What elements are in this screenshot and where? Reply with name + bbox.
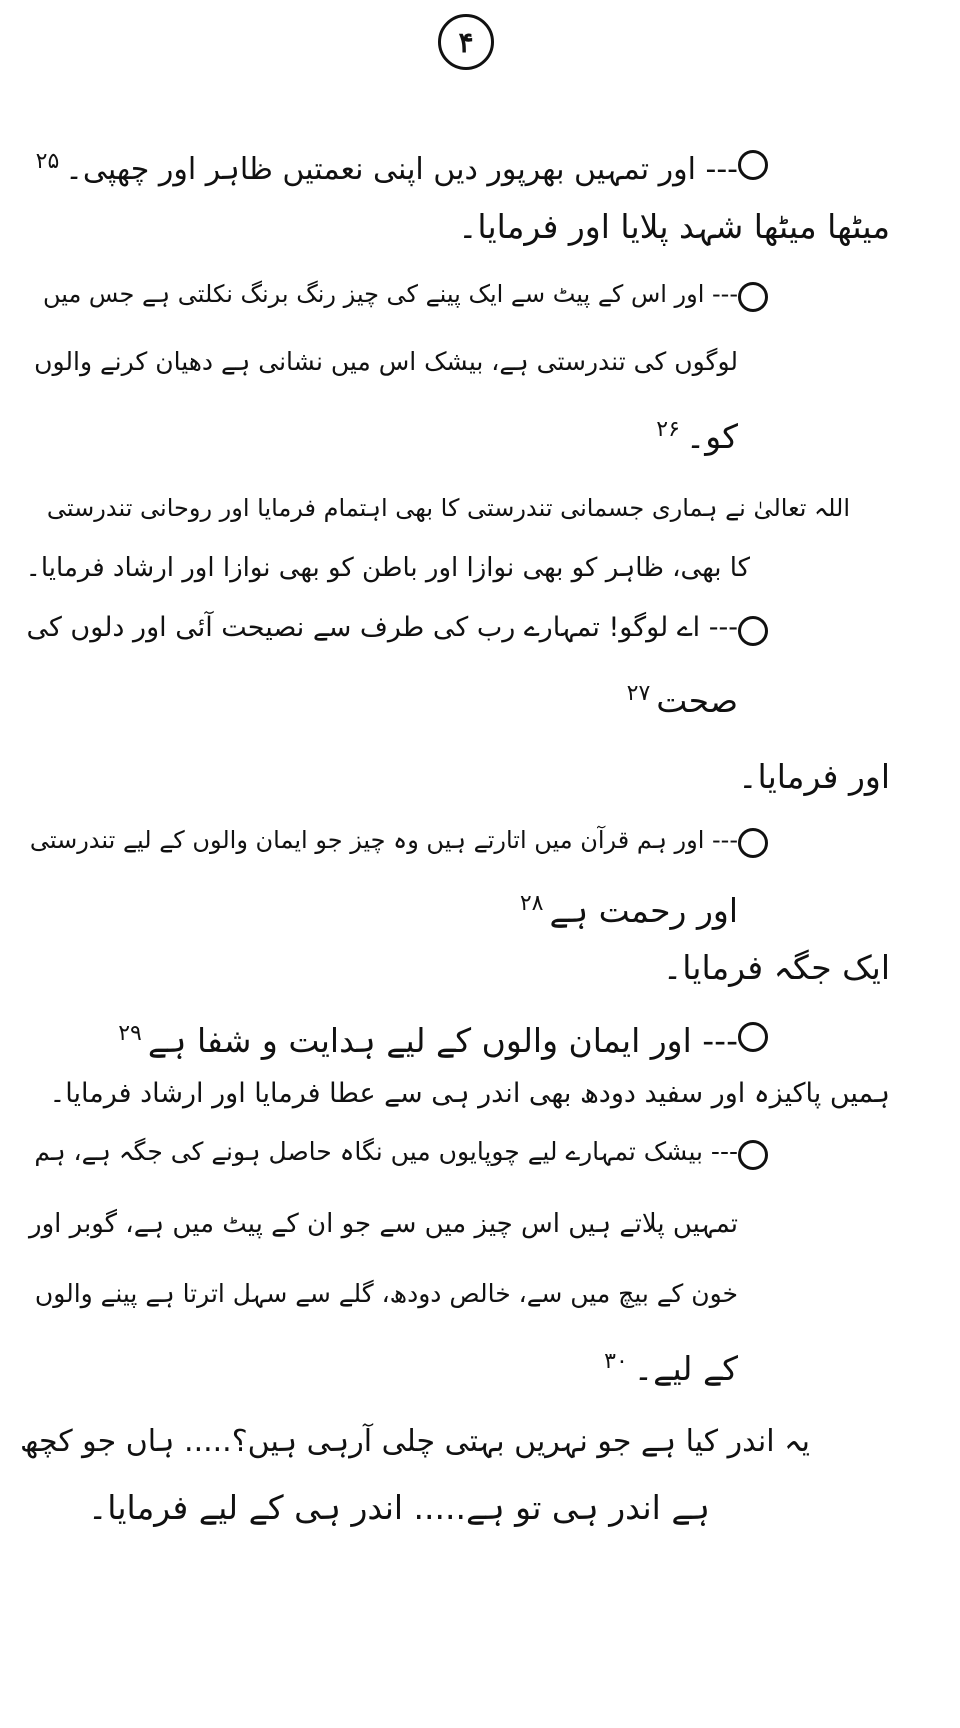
bullet-circle: [738, 1140, 768, 1170]
line-text: تمہیں پلاتے ہیں اس چیز میں سے جو ان کے پیٹ میں ہے، گوبر اور: [29, 1209, 738, 1239]
text-line: [26, 606, 738, 650]
reference-number: ۲۵: [35, 149, 60, 174]
line-text: اور رحمت ہے: [549, 891, 738, 930]
line-text: ہمیں پاکیزہ اور سفید دودھ بھی اندر ہی سے عطا فرمایا اور ارشاد فرمایا۔: [49, 1078, 890, 1109]
line-text: کو۔: [685, 417, 738, 456]
text-line: [604, 1340, 738, 1388]
text-line: [458, 205, 890, 249]
text-line: [47, 486, 850, 530]
reference-number: ۲۸: [519, 891, 544, 916]
text-line: [663, 946, 890, 990]
line-text: لوگوں کی تندرستی ہے، بیشک اس میں نشانی ہے دھیان کرنے والوں: [34, 347, 738, 376]
text-line: [656, 408, 738, 456]
reference-number: ۳۰: [604, 1349, 628, 1374]
line-text: --- اور ایمان والوں کے لیے ہدایت و شفا ہے: [147, 1021, 738, 1060]
line-text: کے لیے۔: [633, 1349, 738, 1388]
line-text: اللہ تعالیٰ نے ہماری جسمانی تندرستی کا بھی اہتمام فرمایا اور روحانی تندرستی: [46, 494, 850, 522]
text-line: [35, 140, 738, 187]
text-line: [118, 1012, 738, 1060]
line-text: صحت: [656, 681, 738, 720]
text-line: [29, 1202, 738, 1246]
reference-number: ۲۷: [626, 681, 651, 706]
bullet-circle: [738, 1022, 768, 1052]
bullet-circle: [738, 150, 768, 180]
text-line: [43, 272, 738, 316]
line-text: --- اور اس کے پیٹ سے ایک پینے کی چیز رنگ برنگ نکلتی ہے جس میں: [42, 280, 738, 308]
bullet-circle: [738, 282, 768, 312]
reference-number: ۲۹: [118, 1021, 142, 1046]
line-text: خون کے بیچ میں سے، خالص دودھ، گلے سے سہل اترتا ہے پینے والوں: [34, 1279, 738, 1308]
text-line: [34, 340, 738, 384]
page-number-text: ۴: [458, 25, 474, 59]
text-line: [20, 1420, 810, 1464]
line-text: --- بیشک تمہارے لیے چوپایوں میں نگاہ حاصل ہونے کی جگہ ہے، ہم: [34, 1137, 738, 1166]
reference-number: ۲۶: [656, 417, 680, 442]
bullet-circle: [738, 616, 768, 646]
text-line: [26, 546, 750, 590]
line-text: کا بھی، ظاہر کو بھی نوازا اور باطن کو بھی نوازا اور ارشاد فرمایا۔: [25, 553, 750, 583]
line-text: --- اور ہم قرآن میں اتارتے ہیں وہ چیز جو ایمان والوں کے لیے تندرستی: [29, 826, 738, 854]
line-text: یہ اندر کیا ہے جو نہریں بہتی چلی آرہی ہیں؟..... ہاں جو کچھ: [20, 1424, 810, 1459]
text-line: [30, 818, 738, 862]
text-line: [626, 672, 738, 720]
line-text: ایک جگہ فرمایا۔: [662, 948, 890, 987]
text-line: [49, 1072, 890, 1116]
line-text: ہے اندر ہی تو ہے..... اندر ہی کے لیے فرمایا۔: [87, 1488, 710, 1527]
text-line: [88, 1486, 710, 1530]
text-line: [738, 755, 890, 799]
line-text: --- اے لوگو! تمہارے رب کی طرف سے نصیحت آئی اور دلوں کی: [26, 612, 738, 643]
text-line: [35, 1272, 738, 1316]
text-line: [519, 882, 738, 930]
line-text: --- اور تمہیں بھرپور دیں اپنی نعمتیں ظاہر اور چھپی۔: [65, 152, 738, 187]
page-number: [438, 14, 494, 70]
bullet-circle: [738, 828, 768, 858]
line-text: میٹھا میٹھا شہد پلایا اور فرمایا۔: [458, 207, 890, 246]
text-line: [34, 1130, 738, 1174]
line-text: اور فرمایا۔: [738, 757, 890, 796]
